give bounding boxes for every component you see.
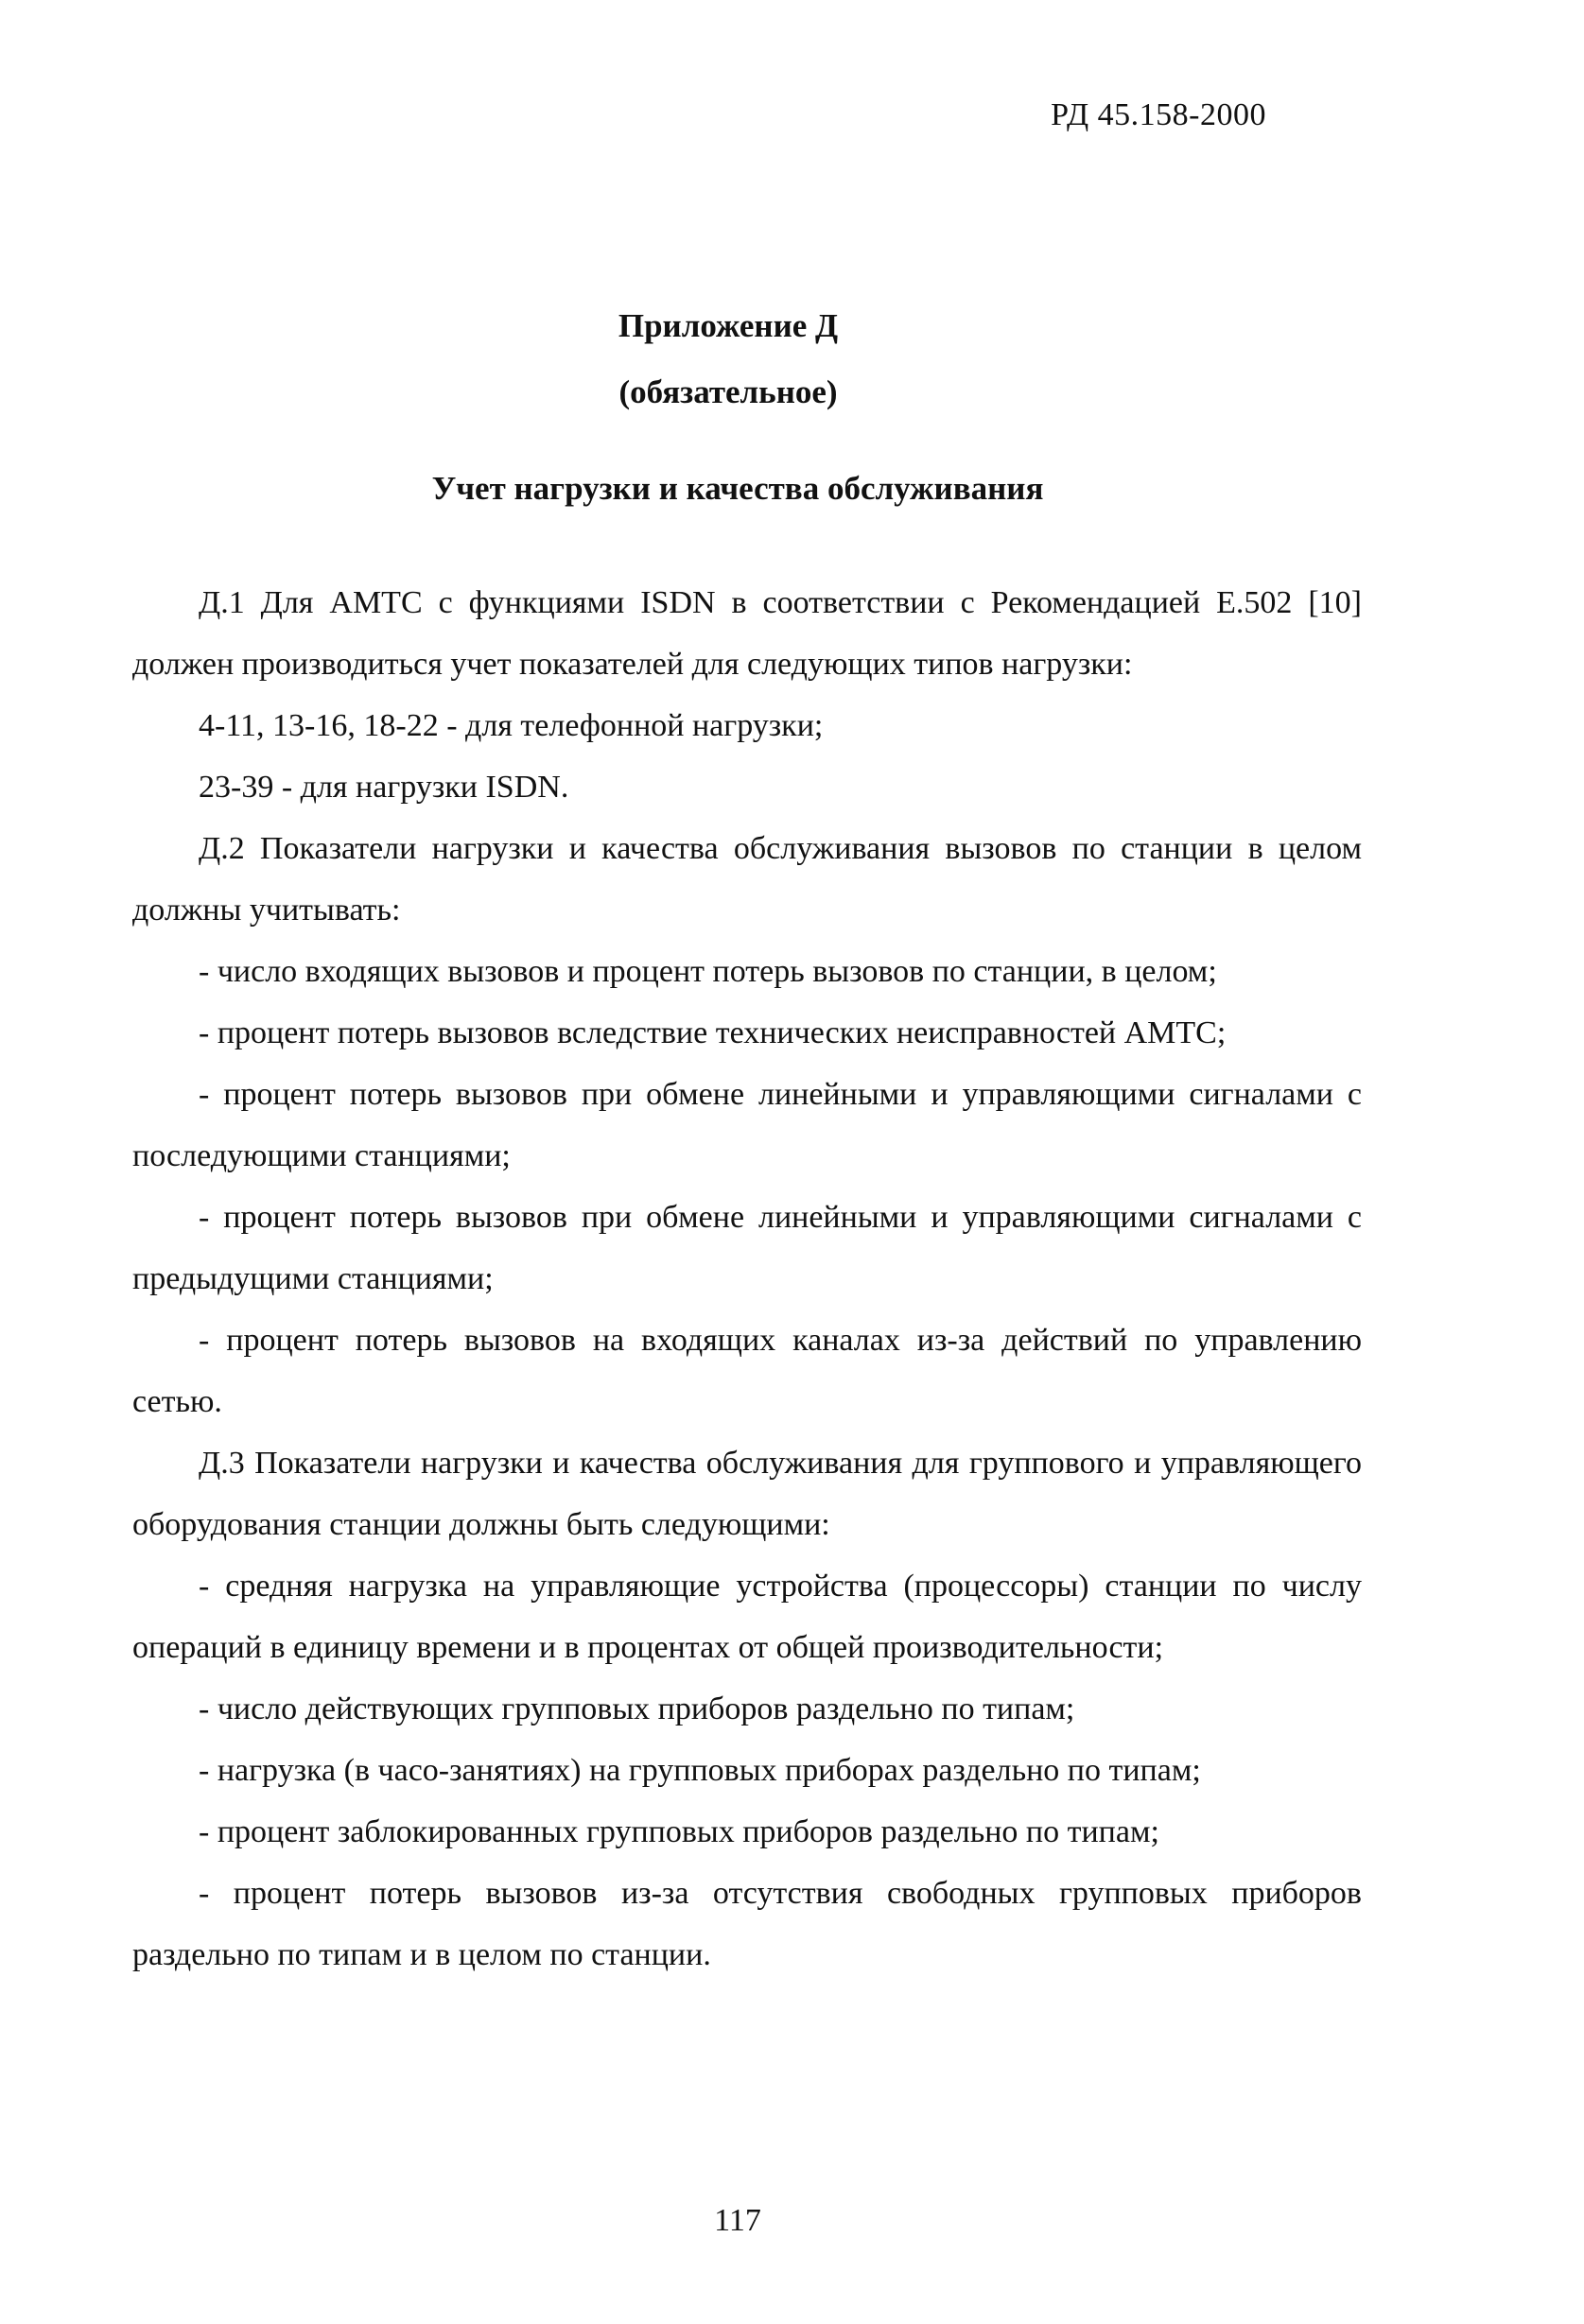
list-item: 23-39 - для нагрузки ISDN. <box>199 770 569 805</box>
paragraph-d1: Д.1 Для АМТС с функциями ISDN в соответствии с Рекомендацией Е.502 [10] должен производиться учет показателей для следующих типов нагрузки: <box>132 585 1362 682</box>
list-item: - процент потерь вызовов при обмене линейными и управляющими сигналами с предыдущими станциями; <box>132 1200 1362 1296</box>
appendix-title: Приложение Д <box>618 307 839 344</box>
list-item: - процент заблокированных групповых приборов раздельно по типам; <box>199 1814 1159 1849</box>
list-item: - процент потерь вызовов из-за отсутствия свободных групповых приборов раздельно по типам и в целом по станции. <box>132 1876 1362 1972</box>
list-item: - процент потерь вызовов при обмене линейными и управляющими сигналами с последующими станциями; <box>132 1077 1362 1173</box>
list-item: - число действующих групповых приборов раздельно по типам; <box>199 1691 1075 1726</box>
section-title: Учет нагрузки и качества обслуживания <box>431 470 1044 507</box>
page-number: 117 <box>714 2203 761 2238</box>
paragraph-d3: Д.3 Показатели нагрузки и качества обслуживания для группового и управляющего оборудования станции должны быть следующими: <box>132 1446 1362 1542</box>
list-item: 4-11, 13-16, 18-22 - для телефонной нагрузки; <box>199 708 824 743</box>
list-item: - средняя нагрузка на управляющие устройства (процессоры) станции по числу операций в единицу времени и в процентах от общей производительности; <box>132 1569 1362 1665</box>
paragraph-d2: Д.2 Показатели нагрузки и качества обслуживания вызовов по станции в целом должны учитывать: <box>132 831 1362 928</box>
list-item: - нагрузка (в часо-занятиях) на групповых приборах раздельно по типам; <box>199 1753 1201 1788</box>
document-body <box>132 572 1362 1986</box>
list-item: - процент потерь вызовов вследствие технических неисправностей АМТС; <box>199 1015 1227 1050</box>
document-code: РД 45.158-2000 <box>1051 97 1266 132</box>
list-item: - процент потерь вызовов на входящих каналах из-за действий по управлению сетью. <box>132 1323 1362 1419</box>
appendix-heading <box>0 293 1456 425</box>
appendix-status: (обязательное) <box>618 373 838 410</box>
list-item: - число входящих вызовов и процент потерь вызовов по станции, в целом; <box>199 954 1217 989</box>
